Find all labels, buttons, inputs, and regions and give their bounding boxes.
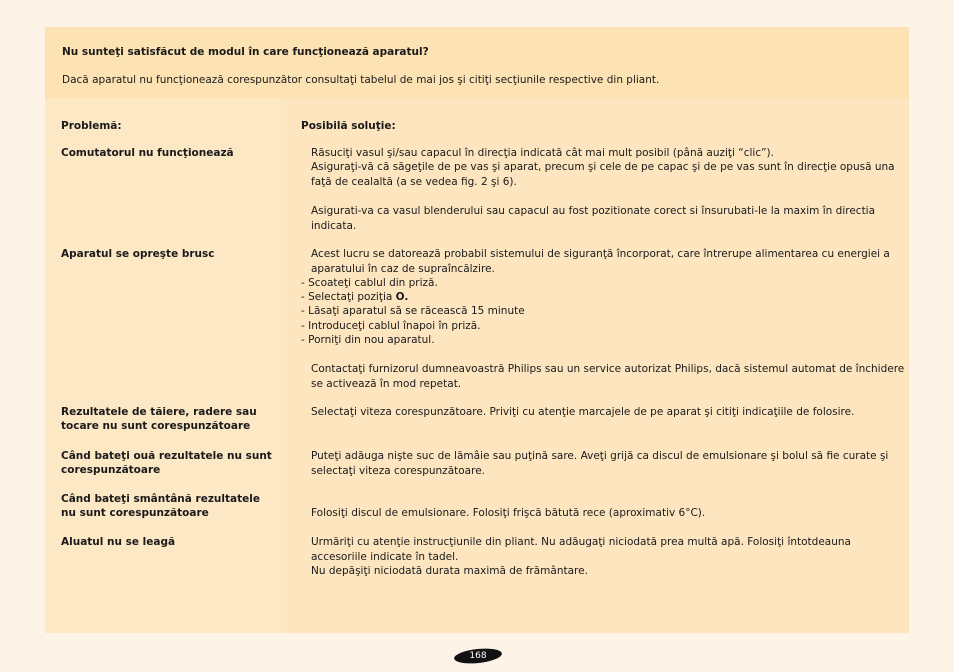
solution-stops-3 (301, 290, 897, 305)
solution-stops-3-bold: O. (395, 291, 409, 303)
solution-stops-4: - Lăsaţi aparatul să se răcească 15 minute (301, 305, 525, 317)
solution-switch-2: Asiguraţi-vă că săgeţile de pe vas şi aparat, precum şi cele de pe capac şi de pe vas sunt în direcţie opusă una faţă de cealaltă (a se vedea fig. 2 şi 6). (311, 161, 895, 188)
page-number: 168 (469, 651, 487, 661)
solution-stops-1: Acest lucru se datorează probabil sistemului de siguranţă încorporat, care întrerupe alimentarea cu energiei a aparatului în caz de supraîncălzire. (311, 248, 890, 275)
solution-eggs: Puteţi adăuga nişte suc de lămâie sau puţină sare. Aveţi grijă ca discul de emulsionare şi bolul să fie curate şi selectaţi viteza corespunzătoare. (311, 450, 889, 477)
solution-stops-6: - Porniţi din nou aparatul. (301, 334, 435, 346)
solution-column-heading: Posibilă soluţie: (301, 120, 396, 132)
problem-eggs: Când bateţi ouă rezultatele nu sunt corespunzătoare (61, 450, 272, 476)
solution-stops-3-text: - Selectaţi poziţia (301, 291, 396, 303)
solution-stops-2: - Scoateţi cablul din priză. (301, 277, 438, 289)
header-title: Nu sunteţi satisfăcut de modul în care funcţionează aparatul? (62, 46, 429, 58)
problem-column (45, 99, 286, 633)
problem-switch: Comutatorul nu funcţionează (61, 147, 234, 159)
solution-switch-3: Asigurati-va ca vasul blenderului sau capacul au fost pozitionate corect si însurubati-le la maxim în directia indicata. (311, 205, 876, 232)
problem-cream: Când bateţi smântână rezultatele nu sunt corespunzătoare (61, 493, 260, 519)
header-text: Dacă aparatul nu funcţionează corespunzător consultaţi tabelul de mai jos şi citiţi secţiunile respective din pliant. (62, 74, 660, 86)
solution-dough-2: Nu depăşiţi niciodată durata maximă de frământare. (311, 565, 588, 577)
header-box (45, 27, 909, 99)
problem-stops: Aparatul se opreşte brusc (61, 248, 215, 260)
solution-stops-5: - Introduceţi cablul înapoi în priză. (301, 320, 481, 332)
solution-stops-7: Contactaţi furnizorul dumneavoastră Philips sau un service autorizat Philips, dacă sistemul automat de închidere se activează în mod repetat. (311, 363, 905, 390)
solution-switch-1: Răsuciţi vasul şi/sau capacul în direcţia indicată cât mai mult posibil (până auziţi “clic”). (311, 147, 774, 159)
page-number-badge (454, 647, 502, 665)
solution-dough-1: Urmăriţi cu atenţie instrucţiunile din pliant. Nu adăugaţi niciodată prea multă apă. Folosiţi întotdeauna accesoriile indicate în tadel. (311, 536, 851, 563)
problem-dough: Aluatul nu se leagă (61, 536, 176, 548)
problem-column-heading: Problemă: (61, 120, 122, 132)
solution-cream: Folosiţi discul de emulsionare. Folosiţi frişcă bătută rece (aproximativ 6°C). (311, 507, 706, 519)
problem-cutting: Rezultatele de tăiere, radere sau tocare nu sunt corespunzătoare (61, 406, 257, 432)
solution-cutting: Selectaţi viteza corespunzătoare. Priviţi cu atenţie marcajele de pe aparat şi citiţi indicaţiile de folosire. (311, 406, 855, 418)
